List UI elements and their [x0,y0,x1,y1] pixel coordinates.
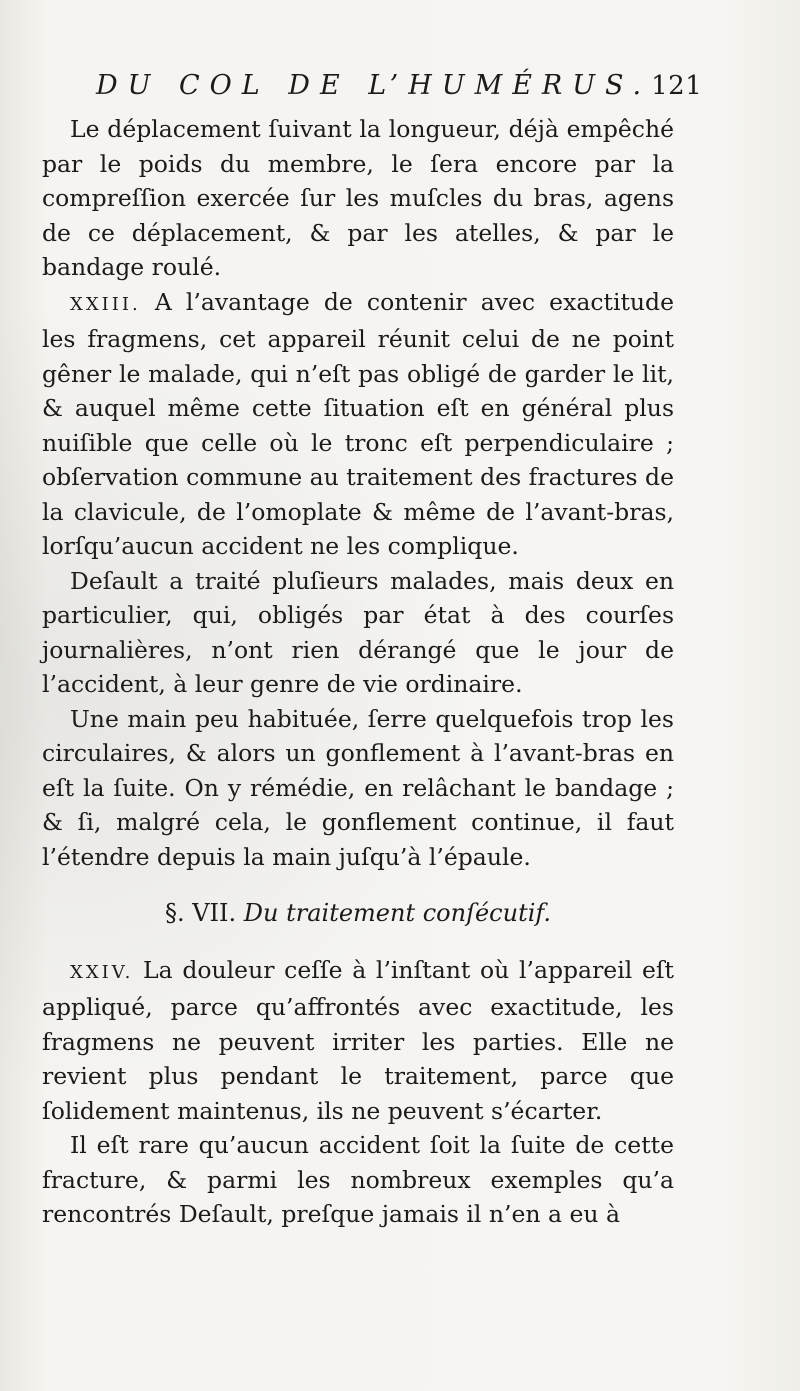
paragraph-1: Le déplacement ſuivant la longueur, déjà empêché par le poids du membre, le ſera encore par la compreſſion exercée ſur les muſcles du bras, agens de ce déplacement, & par les atelles, & par le bandage roulé. [42,115,674,281]
body-text [42,112,674,1232]
paragraph-xxiv-text: La douleur ceſſe à l’inſtant où l’appareil eſt appliqué, parce qu’affrontés avec exactitude, les fragmens ne peuvent irriter les parties. Elle ne revient plus pendant le traitement, parce que ſolidement maintenus, ils ne peuvent s’écarter. [42,955,674,1125]
article-number-xxiv: XXIV. [70,961,134,983]
section-heading [42,896,674,931]
section-title: Du traitement conſécutif. [243,899,552,927]
section-number: §. VII. [164,899,237,927]
running-title: DU COL DE L’HUMÉRUS. [96,70,652,101]
paragraph-4: Une main peu habituée, ſerre quelquefois trop les circulaires, & alors un gonflement à l’avant-bras en eſt la ſuite. On y rémédie, en relâchant le bandage ; & ſi, malgré cela, le gonflement continue, il faut l’étendre depuis la main juſqu’à l’épaule. [42,704,674,871]
paragraph-xxiv [42,953,674,1129]
page-number: 121 [651,71,703,101]
paragraph-xxiii [42,285,674,564]
paragraph-xxiii-text: A l’avantage de contenir avec exactitude les fragmens, cet appareil réunit celui de ne point gêner le malade, qui n’eſt pas obligé de garder le lit, & auquel même cette ſituation eſt en général plus nuiſible que celle où le tronc eſt perpendiculaire ; obſervation commune au traitement des fractures de la clavicule, de l’omoplate & même de l’avant-bras, lorſqu’aucun accident ne les complique. [42,287,674,560]
article-number-xxiii: XXIII. [70,293,141,315]
paragraph-3: Deſault a traité pluſieurs malades, mais deux en particulier, qui, obligés par état à des courſes journalières, n’ont rien dérangé que le jour de l’accident, à leur genre de vie ordinaire. [42,566,674,698]
paragraph-6: Il eſt rare qu’aucun accident ſoit la ſuite de cette fracture, & parmi les nombreux exemples qu’a rencontrés Deſault, preſque jamais il n’en a eu à [42,1131,674,1228]
page-header [96,70,703,110]
